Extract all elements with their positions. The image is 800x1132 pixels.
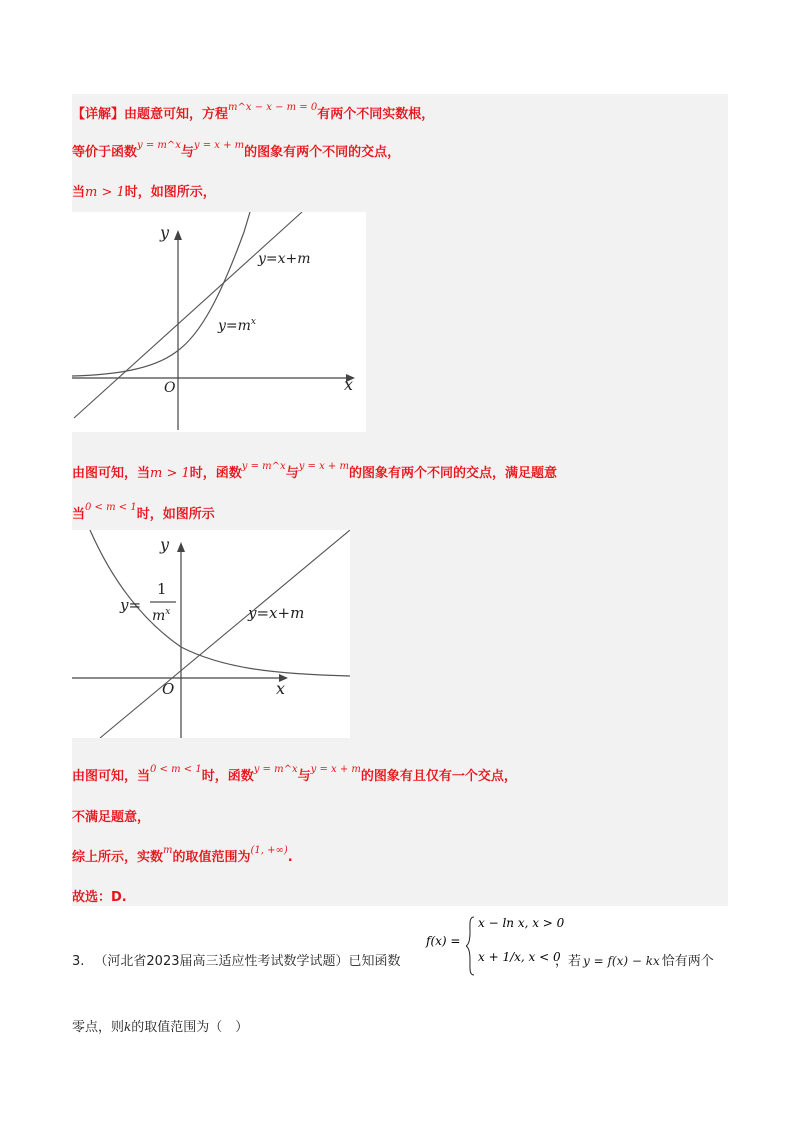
figure-m-between-0-1 bbox=[72, 530, 350, 738]
solution-line-3: 当m > 1时，如图所示， bbox=[72, 185, 216, 200]
question-3-line-1: 3. （河北省2023届高三适应性考试数学试题）已知函数 bbox=[72, 954, 401, 969]
question-3-line-2: 零点，则k的取值范围为（ ） bbox=[72, 1020, 249, 1035]
curve-label-numerator: 1 bbox=[157, 580, 167, 598]
origin-label: O bbox=[162, 680, 175, 698]
solution-line-7: 不满足题意， bbox=[72, 810, 151, 825]
solution-line-6: 由图可知，当$^{0 < m < 1}$时，函数$^{y = m\^{}x}$与$^{y = x + m}$的图象有且仅有一个交点， bbox=[72, 764, 517, 784]
solution-line-8: 综上所示，实数$^m$的取值范围为$^{(1, +\infty)}$. bbox=[72, 845, 293, 865]
detail-tag: 【详解】 bbox=[72, 107, 125, 122]
question-number: 3. bbox=[72, 954, 85, 969]
curve-label: $y=m^x$ bbox=[218, 317, 256, 334]
line-label: y=x+m bbox=[248, 604, 305, 622]
axis-label-x: x bbox=[344, 375, 354, 394]
solution-line-9: 故选：D. bbox=[72, 890, 127, 905]
line-y-x-plus-m bbox=[100, 530, 350, 738]
graph-2-svg bbox=[72, 530, 350, 738]
solution-line-4: 由图可知，当m > 1时，函数$^{y = m\^{}x}$与$^{y = x + m}$的图象有两个不同的交点，满足题意 bbox=[72, 461, 557, 481]
graph-1-svg bbox=[72, 212, 366, 432]
line-label: y=x+m bbox=[258, 251, 311, 267]
solution-line-2: 等价于函数$^{y = m\^{}x}$与$^{y = x + m}$的图象有两个不同的交点， bbox=[72, 140, 401, 160]
curve-label-prefix: y= bbox=[120, 596, 142, 614]
origin-label: O bbox=[164, 380, 176, 396]
figure-m-greater-1 bbox=[72, 212, 366, 432]
solution-line-1: 【详解】由题意可知，方程$^{m\^{}x - x - m = 0}$有两个不同实数根， bbox=[72, 102, 435, 122]
brace-icon bbox=[466, 916, 476, 976]
line-y-x-plus-m bbox=[74, 212, 302, 418]
axis-label-x: x bbox=[276, 679, 286, 698]
axis-label-y: y bbox=[160, 535, 170, 554]
curve-label-denominator: $m^x$ bbox=[152, 607, 171, 624]
piecewise-function: f(x) = x − ln x, x > 0 x + 1/x, x < 0 bbox=[426, 914, 566, 978]
solution-line-5: 当$^{0 < m < 1}$时，如图所示 bbox=[72, 502, 215, 522]
question-3-line-1-cont: ，若 y = f(x) − kx 恰有两个 bbox=[555, 954, 714, 969]
axis-label-y: y bbox=[160, 223, 170, 242]
